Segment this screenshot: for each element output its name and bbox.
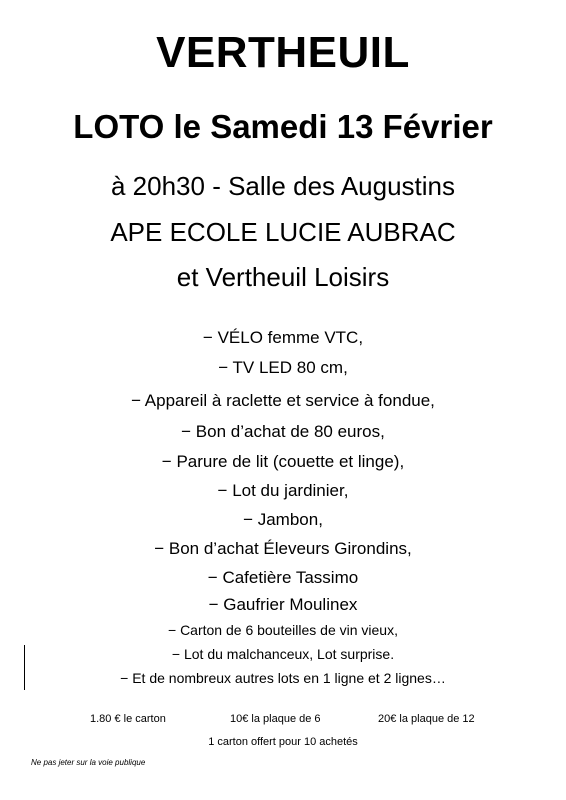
prize-item: − Et de nombreux autres lots en 1 ligne et 2 lignes…: [120, 670, 446, 686]
town-title: VERTHEUIL: [156, 28, 410, 77]
event-title: LOTO le Samedi 13 Février: [73, 108, 493, 145]
price-plaque-6: 10€ la plaque de 6: [230, 713, 321, 725]
litter-notice: Ne pas jeter sur la voie publique: [31, 758, 146, 767]
price-carton: 1.80 € le carton: [90, 713, 166, 725]
prize-item: − Bon d’achat Éleveurs Girondins,: [154, 539, 412, 558]
prize-item: − Cafetière Tassimo: [207, 568, 359, 587]
prize-item: − Parure de lit (couette et linge),: [161, 452, 405, 471]
time-place: à 20h30 - Salle des Augustins: [110, 171, 456, 201]
prize-item: − TV LED 80 cm,: [218, 358, 348, 377]
carton-offer: 1 carton offert pour 10 achetés: [208, 736, 358, 748]
organizer-loisirs: et Vertheuil Loisirs: [176, 262, 390, 292]
prize-item: − Gaufrier Moulinex: [208, 595, 358, 614]
prize-item: − Appareil à raclette et service à fondue,: [131, 391, 435, 410]
prize-item: − Bon d’achat de 80 euros,: [181, 422, 385, 441]
prize-item: − Lot du malchanceux, Lot surprise.: [171, 646, 395, 662]
price-plaque-12: 20€ la plaque de 12: [378, 713, 475, 725]
scan-edge-line: [24, 645, 25, 690]
prize-item: − Carton de 6 bouteilles de vin vieux,: [168, 622, 398, 638]
prize-item: − Lot du jardinier,: [217, 481, 349, 500]
organizer-school: APE ECOLE LUCIE AUBRAC: [110, 217, 456, 247]
prize-item: − Jambon,: [243, 510, 323, 529]
prize-item: − VÉLO femme VTC,: [202, 328, 364, 347]
